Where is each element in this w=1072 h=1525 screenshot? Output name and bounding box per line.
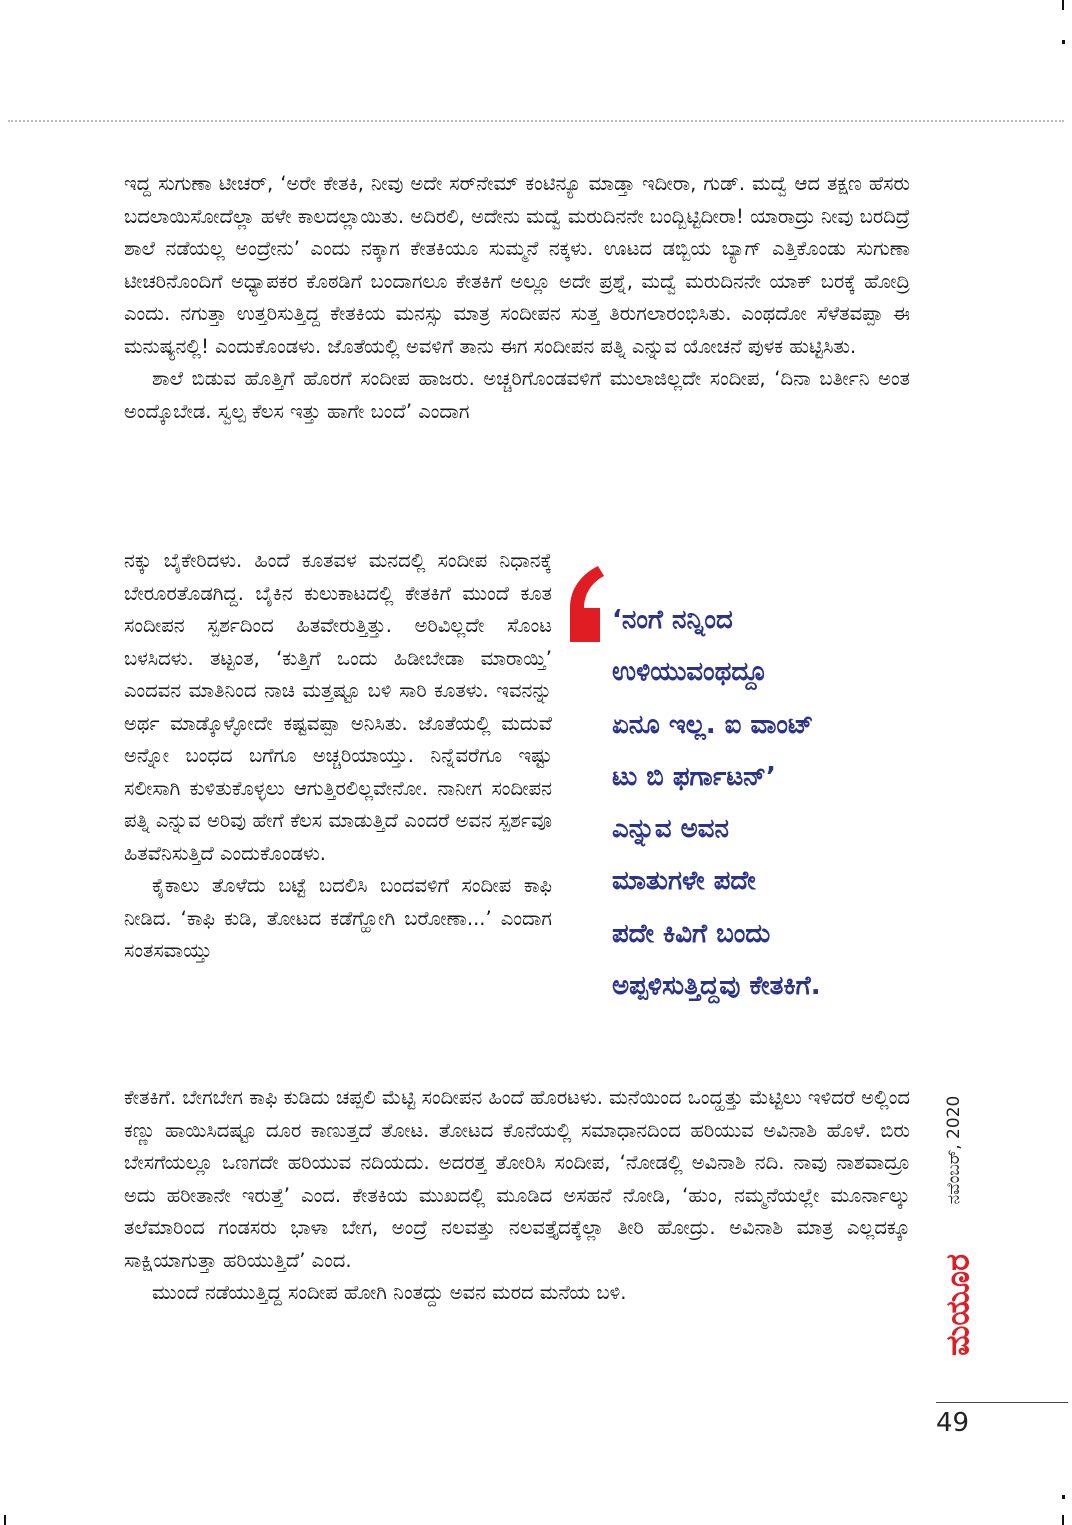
pull-quote-line: ಏನೂ ಇಲ್ಲ. ಐ ವಾಂಟ್ xyxy=(612,709,814,740)
article-text-top xyxy=(124,168,910,428)
article-text-column xyxy=(124,545,552,968)
quote-mark-icon xyxy=(560,566,608,642)
crop-mark xyxy=(4,1515,6,1525)
magazine-logo xyxy=(938,1230,978,1380)
folio-rule xyxy=(936,1402,1068,1403)
pull-quote-line: ಎನ್ನುವ ಅವನ xyxy=(612,814,729,845)
paragraph: ಶಾಲೆ ಬಿಡುವ ಹೊತ್ತಿಗೆ ಹೊರಗೆ ಸಂದೀಪ ಹಾಜರು. ಅಚ್ಚರಿಗೊಂಡವಳಿಗೆ ಮುಲಾಜಿಲ್ಲದೇ ಸಂದೀಪ, ‘ದಿನಾ ಬರ್ತೀನಿ ಅಂತ ಅಂದ್ಕೊಬೇಡ. ಸ್ವಲ್ಪ ಕೆಲಸ ಇತ್ತು ಹಾಗೇ ಬಂದೆ’ ಎಂದಾಗ xyxy=(124,367,910,423)
paragraph: ಕೇತಕಿಗೆ. ಬೇಗಬೇಗ ಕಾಫಿ ಕುಡಿದು ಚಪ್ಪಲಿ ಮೆಟ್ಟಿ ಸಂದೀಪನ ಹಿಂದೆ ಹೊರಟಳು. ಮನೆಯಿಂದ ಒಂದ್ಹತ್ತು ಮೆಟ್ಟಿಲು ಇಳಿದರೆ ಅಲ್ಲಿಂದ ಕಣ್ಣು ಹಾಯಿಸಿದಷ್ಟೂ ದೂರ ಕಾಣುತ್ತದೆ ತೋಟ. ತೋಟದ ಕೊನೆಯಲ್ಲಿ ಸಮಾಧಾನದಿಂದ ಹರಿಯುವ ಅವಿನಾಶಿ ಹೊಳೆ. ಬಿರು ಬೇಸಗೆಯಲ್ಲೂ ಒಣಗದೇ ಹರಿಯುವ ನದಿಯದು. ಅದರತ್ತ ತೋರಿಸಿ ಸಂದೀಪ, ‘ನೋಡಲ್ಲಿ ಅವಿನಾಶಿ ನದಿ. ನಾವು ನಾಶವಾದ್ರೂ ಅದು ಹರೀತಾನೇ ಇರುತ್ತೆ’ ಎಂದ. ಕೇತಕಿಯ ಮುಖದಲ್ಲಿ ಮೂಡಿದ ಅಸಹನೆ ನೋಡಿ, ‘ಹುಂ, ನಮ್ಮನೆಯಲ್ಲೇ ಮೂರ್ನಾಲ್ಕು ತಲೆಮಾರಿಂದ ಗಂಡಸರು ಭಾಳಾ ಬೇಗ, ಅಂದ್ರೆ ನಲವತ್ತು ನಲವತ್ತೈದಕ್ಕೆಲ್ಲಾ ತೀರಿ ಹೋದ್ರು. ಅವಿನಾಶಿ ಮಾತ್ರ ಎಲ್ಲದಕ್ಕೂ ಸಾಕ್ಷಿಯಾಗುತ್ತಾ ಹರಿಯುತ್ತಿದೆ’ ಎಂದ. xyxy=(124,1086,910,1272)
crop-mark xyxy=(1062,0,1064,10)
pull-quote-line: ಟು ಬಿ ಫರ್ಗಾಟನ್’ xyxy=(612,761,776,792)
header-dotted-rule xyxy=(8,120,1064,122)
pull-quote xyxy=(612,594,902,1012)
pull-quote-line: ಉಳಿಯುವಂಥದ್ದೂ xyxy=(612,657,768,688)
issue-date-text: ನವೆಂಬರ್, 2020 xyxy=(944,1095,964,1205)
paragraph: ನಕ್ಕು ಬೈಕೇರಿದಳು. ಹಿಂದೆ ಕೂತವಳ ಮನದಲ್ಲಿ ಸಂದೀಪ ನಿಧಾನಕ್ಕೆ ಬೇರೂರತೊಡಗಿದ್ದ. ಬೈಕಿನ ಕುಲುಕಾಟದಲ್ಲಿ ಕೇತಕಿಗೆ ಮುಂದೆ ಕೂತ ಸಂದೀಪನ ಸ್ಪರ್ಶದಿಂದ ಹಿತವೇರುತ್ತಿತ್ತು. ಅರಿವಿಲ್ಲದೇ ಸೊಂಟ ಬಳಸಿದಳು. ತಟ್ಟಂತ, ‘ಕುತ್ತಿಗೆ ಒಂದು ಹಿಡೀಬೇಡಾ ಮಾರಾಯ್ತಿ’ ಎಂದವನ ಮಾತಿನಿಂದ ನಾಚಿ ಮತ್ತಷ್ಟೂ ಬಳಿ ಸಾರಿ ಕೂತಳು. ಇವನನ್ನು ಅರ್ಥ ಮಾಡ್ಕೊಳ್ಳೋದೇ ಕಷ್ಟವಪ್ಪಾ ಅನಿಸಿತು. ಜೊತೆಯಲ್ಲಿ ಮದುವೆ ಅನ್ನೋ ಬಂಧದ ಬಗೆಗೂ ಅಚ್ಚರಿಯಾಯ್ತು. ನಿನ್ನೆವರೆಗೂ ಇಷ್ಟು ಸಲೀಸಾಗಿ ಕುಳಿತುಕೊಳ್ಳಲು ಆಗುತ್ತಿರಲಿಲ್ಲವೇನೋ. ನಾನೀಗ ಸಂದೀಪನ ಪತ್ನಿ ಎನ್ನುವ ಅರಿವು ಹೇಗೆ ಕೆಲಸ ಮಾಡುತ್ತಿದೆ ಎಂದರೆ ಅವನ ಸ್ಪರ್ಶವೂ ಹಿತವೆನಿಸುತ್ತಿದೆ ಎಂದುಕೊಂಡಳು. xyxy=(124,549,552,865)
magazine-name: ಮಯೂರ xyxy=(938,1253,977,1357)
pull-quote-line: ಅಪ್ಪಳಿಸುತ್ತಿದ್ದವು ಕೇತಕಿಗೆ. xyxy=(612,971,821,1002)
page-number: 49 xyxy=(936,1408,970,1438)
paragraph: ಕೈಕಾಲು ತೊಳೆದು ಬಟ್ಟೆ ಬದಲಿಸಿ ಬಂದವಳಿಗೆ ಸಂದೀಪ ಕಾಫಿ ನೀಡಿದ. ‘ಕಾಫಿ ಕುಡಿ, ತೋಟದ ಕಡೆಗ್ಹೋಗಿ ಬರೋಣಾ...’ ಎಂದಾಗ ಸಂತಸವಾಯ್ತು xyxy=(124,874,552,962)
pull-quote-line: ‘ನಂಗೆ ನನ್ನಿಂದ xyxy=(612,605,733,635)
paragraph: ಇದ್ದ ಸುಗುಣಾ ಟೀಚರ್, ‘ಅರೇ ಕೇತಕಿ, ನೀವು ಅದೇ ಸರ್‌ನೇಮ್ ಕಂಟಿನ್ಯೂ ಮಾಡ್ತಾ ಇದೀರಾ, ಗುಡ್. ಮದ್ವೆ ಆದ ತಕ್ಷಣ ಹೆಸರು ಬದಲಾಯಿಸೋದೆಲ್ಲಾ ಹಳೇ ಕಾಲದಲ್ಲಾಯಿತು. ಅದಿರಲಿ, ಅದೇನು ಮದ್ವೆ ಮರುದಿನನೇ ಬಂದ್ಬಿಟ್ಟಿದೀರಾ! ಯಾರಾದ್ರು ನೀವು ಬರದಿದ್ರೆ ಶಾಲೆ ನಡೆಯಲ್ಲ ಅಂದ್ರೇನು’ ಎಂದು ನಕ್ಕಾಗ ಕೇತಕಿಯೂ ಸುಮ್ಮನೆ ನಕ್ಕಳು. ಊಟದ ಡಬ್ಬಿಯ ಬ್ಯಾಗ್ ಎತ್ತಿಕೊಂಡು ಸುಗುಣಾ ಟೀಚರಿನೊಂದಿಗೆ ಅಧ್ಯಾಪಕರ ಕೊಠಡಿಗೆ ಬಂದಾಗಲೂ ಕೇತಕಿಗೆ ಅಲ್ಲೂ ಅದೇ ಪ್ರಶ್ನೆ, ಮದ್ವೆ ಮರುದಿನನೇ ಯಾಕ್ ಬರಕ್ಕೆ ಹೋದ್ರಿ ಎಂದು. ನಗುತ್ತಾ ಉತ್ತರಿಸುತ್ತಿದ್ದ ಕೇತಕಿಯ ಮನಸ್ಸು ಮಾತ್ರ ಸಂದೀಪನ ಸುತ್ತ ತಿರುಗಲಾರಂಭಿಸಿತು. ಎಂಥದೋ ಸೆಳೆತವಪ್ಪಾ ಈ ಮನುಷ್ಯನಲ್ಲಿ! ಎಂದುಕೊಂಡಳು. ಜೊತೆಯಲ್ಲಿ ಅವಳಿಗೆ ತಾನು ಈಗ ಸಂದೀಪನ ಪತ್ನಿ ಎನ್ನುವ ಯೋಚನೆ ಪುಳಕ ಹುಟ್ಟಿಸಿತು. xyxy=(124,172,910,358)
pull-quote-line: ಮಾತುಗಳೇ ಪದೇ xyxy=(612,866,756,897)
paragraph: ಮುಂದೆ ನಡೆಯುತ್ತಿದ್ದ ಸಂದೀಪ ಹೋಗಿ ನಿಂತದ್ದು ಅವನ ಮರದ ಮನೆಯ ಬಳಿ. xyxy=(152,1281,627,1304)
pull-quote-line: ಪದೇ ಕಿವಿಗೆ ಬಂದು xyxy=(612,918,771,949)
issue-date xyxy=(936,1085,972,1215)
crop-mark xyxy=(1062,40,1065,44)
crop-mark xyxy=(1062,1495,1065,1499)
article-text-bottom xyxy=(124,1082,910,1310)
crop-mark xyxy=(1062,1515,1064,1525)
